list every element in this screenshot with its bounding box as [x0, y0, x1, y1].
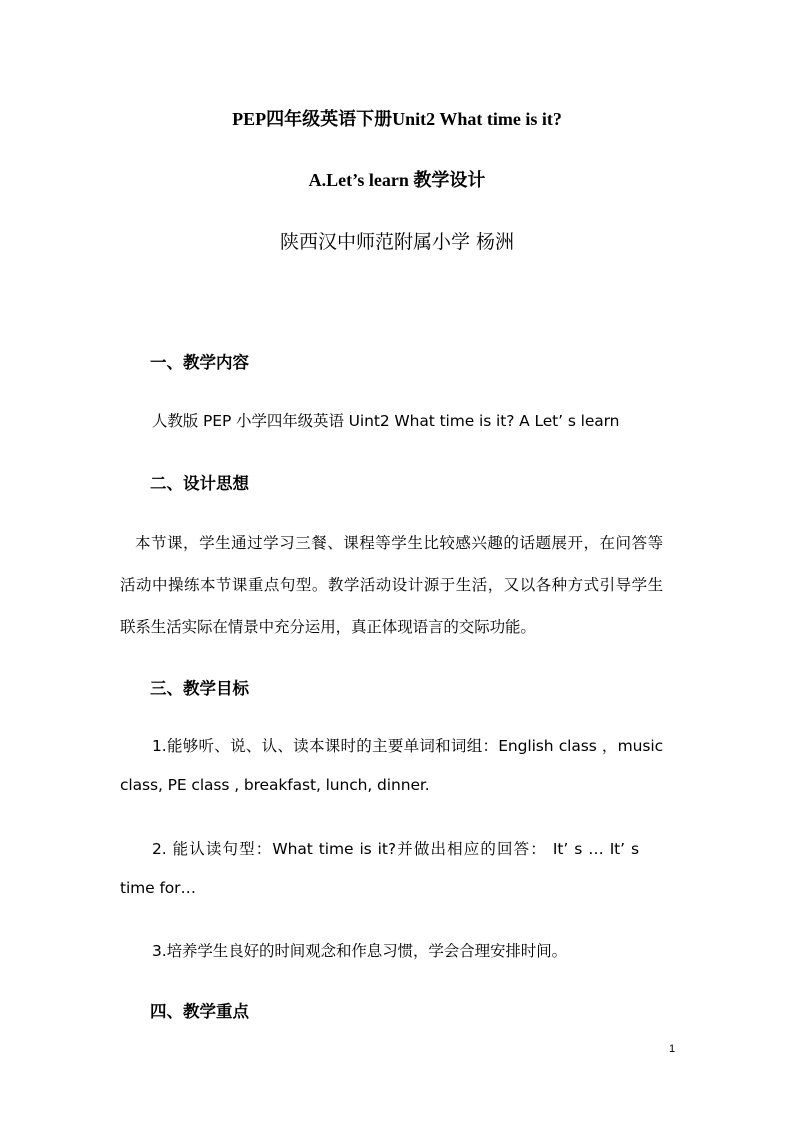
- document-subtitle: A.Let’s learn 教学设计: [308, 170, 486, 190]
- paragraph-line: 人教版 PEP 小学四年级英语 Uint2 What time is it? A Let’ s learn: [152, 412, 620, 430]
- paragraph-line: class, PE class , breakfast, lunch, dinner.: [120, 776, 430, 794]
- section-heading-teaching-objectives: 三、教学目标: [150, 679, 249, 698]
- paragraph-line: 1.能够听、说、认、读本课时的主要单词和词组：English class ，music: [152, 737, 663, 755]
- paragraph-line: 本节课，学生通过学习三餐、课程等学生比较感兴趣的话题展开，在问答等: [135, 534, 663, 552]
- document-title: PEP四年级英语下册Unit2 What time is it?: [232, 109, 562, 129]
- paragraph-line: time for…: [120, 879, 196, 897]
- author-line: 陕西汉中师范附属小学 杨洲: [279, 231, 515, 253]
- paragraph-line: 活动中操练本节课重点句型。教学活动设计源于生活，又以各种方式引导学生: [120, 576, 663, 594]
- page-number: 1: [668, 1043, 676, 1055]
- paragraph-line: 联系生活实际在情景中充分运用，真正体现语言的交际功能。: [120, 618, 536, 636]
- paragraph-line: 2. 能认读句型：What time is it?并做出相应的回答： It’ s … It’ s: [152, 840, 639, 858]
- section-heading-teaching-content: 一、教学内容: [150, 353, 249, 372]
- section-heading-design-idea: 二、设计思想: [150, 474, 249, 493]
- paragraph-line: 3.培养学生良好的时间观念和作息习惯，学会合理安排时间。: [152, 942, 567, 960]
- section-heading-teaching-focus: 四、教学重点: [150, 1002, 249, 1021]
